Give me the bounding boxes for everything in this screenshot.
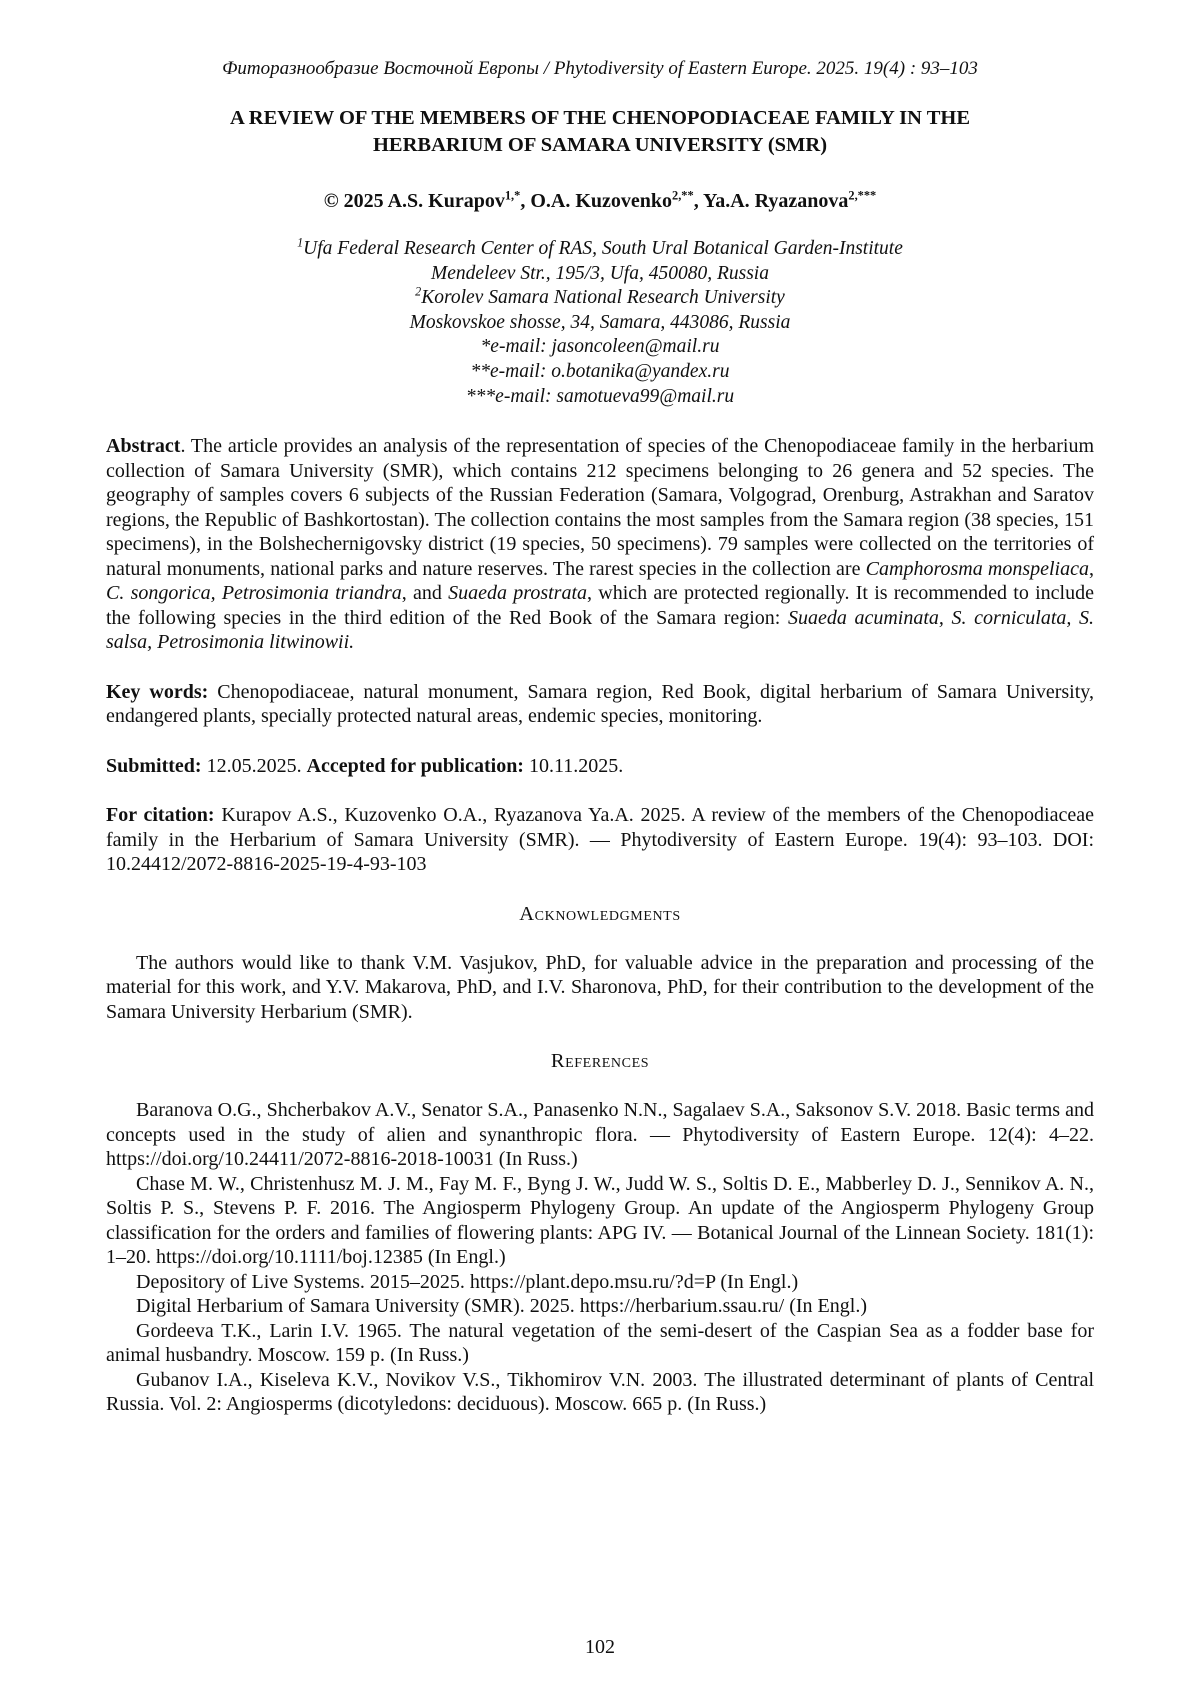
affiliation-line-4: Moskovskoe shosse, 34, Samara, 443086, Russia xyxy=(409,311,791,333)
reference-item-1: Baranova O.G., Shcherbakov A.V., Senator S.A., Panasenko N.N., Sagalaev S.A., Saksonov S.V. 2018. Basic terms and concepts used in the study of alien and synanthropic flora. — Phytodiversity of Eastern Europe. 12(4): 4–22. https://doi.org/10.24411/2072-8816-2018-10031 (In Russ.) xyxy=(106,1099,1094,1171)
citation-paragraph: For citation: Kurapov A.S., Kuzovenko O.A., Ryazanova Ya.A. 2025. A review of the members of the Chenopodiaceae family in the Herbarium of Samara University (SMR). — Phytodiversity of Eastern Europe. 19(4): 93–103. DOI: 10.24412/2072-8816-2025-19-4-93-103 xyxy=(106,804,1094,876)
affiliation-line-2: Mendeleev Str., 195/3, Ufa, 450080, Russia xyxy=(431,262,769,284)
references-list xyxy=(106,1098,1094,1417)
reference-item-4: Digital Herbarium of Samara University (SMR). 2025. https://herbarium.ssau.ru/ (In Engl.) xyxy=(136,1295,867,1318)
article-title xyxy=(106,105,1094,160)
journal-running-head: Фиторазнообразие Восточной Европы / Phytodiversity of Eastern Europe. 2025. 19(4) : 93–103 xyxy=(222,58,978,79)
email-line-2: **e-mail: o.botanika@yandex.ru xyxy=(470,360,730,382)
affiliations-block xyxy=(106,237,1094,409)
authors-line: © 2025 A.S. Kurapov$^{1,*}$, O.A. Kuzovenko$^{2,**}$, Ya.A. Ryazanova$^{2,***}$ xyxy=(323,188,877,213)
submitted-paragraph: Submitted: 12.05.2025. Accepted for publication: 10.11.2025. xyxy=(106,754,624,777)
keywords-paragraph: Key words: Chenopodiaceae, natural monument, Samara region, Red Book, digital herbarium of Samara University, endangered plants, specially protected natural areas, endemic species, monitoring. xyxy=(106,680,1094,728)
acknowledgments-paragraph: The authors would like to thank V.M. Vasjukov, PhD, for valuable advice in the preparation and processing of the material for this work, and Y.V. Makarova, PhD, and I.V. Sharonova, PhD, for their contribution to the development of the Samara University Herbarium (SMR). xyxy=(106,951,1094,1023)
article-title-line2: HERBARIUM OF SAMARA UNIVERSITY (SMR) xyxy=(372,134,828,157)
affiliation-line-1: $^1$Ufa Federal Research Center of RAS, South Ural Botanical Garden-Institute xyxy=(297,235,903,260)
reference-item-5: Gordeeva T.K., Larin I.V. 1965. The natural vegetation of the semi-desert of the Caspian Sea as a fodder base for animal husbandry. Moscow. 159 p. (In Russ.) xyxy=(106,1319,1094,1367)
reference-item-3: Depository of Live Systems. 2015–2025. https://plant.depo.msu.ru/?d=P (In Engl.) xyxy=(136,1270,799,1293)
reference-item-2: Chase M. W., Christenhusz M. J. M., Fay M. F., Byng J. W., Judd W. S., Soltis D. E., Mabberley D. J., Sennikov A. N., Soltis P. S., Stevens P. F. 2016. The Angiosperm Phylogeny Group. An update of the Angiosperm Phylogeny Group classification for the orders and families of flowering plants: APG IV. — Botanical Journal of the Linnean Society. 181(1): 1–20. https://doi.org/10.1111/boj.12385 (In Engl.) xyxy=(106,1172,1094,1269)
article-title-line1: A REVIEW OF THE MEMBERS OF THE CHENOPODIACEAE FAMILY IN THE xyxy=(229,106,971,129)
reference-item-6: Gubanov I.A., Kiseleva K.V., Novikov V.S., Tikhomirov V.N. 2003. The illustrated determinant of plants of Central Russia. Vol. 2: Angiosperms (dicotyledons: deciduous). Moscow. 665 p. (In Russ.) xyxy=(106,1368,1094,1416)
email-line-1: *e-mail: jasoncoleen@mail.ru xyxy=(480,336,720,358)
abstract-paragraph: Abstract. The article provides an analysis of the representation of species of the Chenopodiaceae family in the herbarium collection of Samara University (SMR), which contains 212 specimens belonging to 26 genera and 52 species. The geography of samples covers 6 subjects of the Russian Federation (Samara, Volgograd, Orenburg, Astrakhan and Saratov regions, the Republic of Bashkortostan). The collection contains the most samples from the Samara region (38 species, 151 specimens), in the Bolshechernigovsky district (19 species, 50 specimens). 79 samples were collected on the territories of natural monuments, national parks and nature reserves. The rarest species in the collection are Camphorosma monspeliaca, C. songorica, Petrosimonia triandra, and Suaeda prostrata, which are protected regionally. It is recommended to include the following species in the third edition of the Red Book of the Samara region: Suaeda acuminata, S. corniculata, S. salsa, Petrosimonia litwinowii. xyxy=(106,435,1094,654)
email-line-3: ***e-mail: samotueva99@mail.ru xyxy=(465,385,735,407)
page-number: 102 xyxy=(585,1636,615,1658)
affiliation-line-3: $^2$Korolev Samara National Research University xyxy=(415,284,785,309)
acknowledgments-heading: Acknowledgments xyxy=(519,902,681,925)
references-heading: References xyxy=(550,1050,650,1073)
